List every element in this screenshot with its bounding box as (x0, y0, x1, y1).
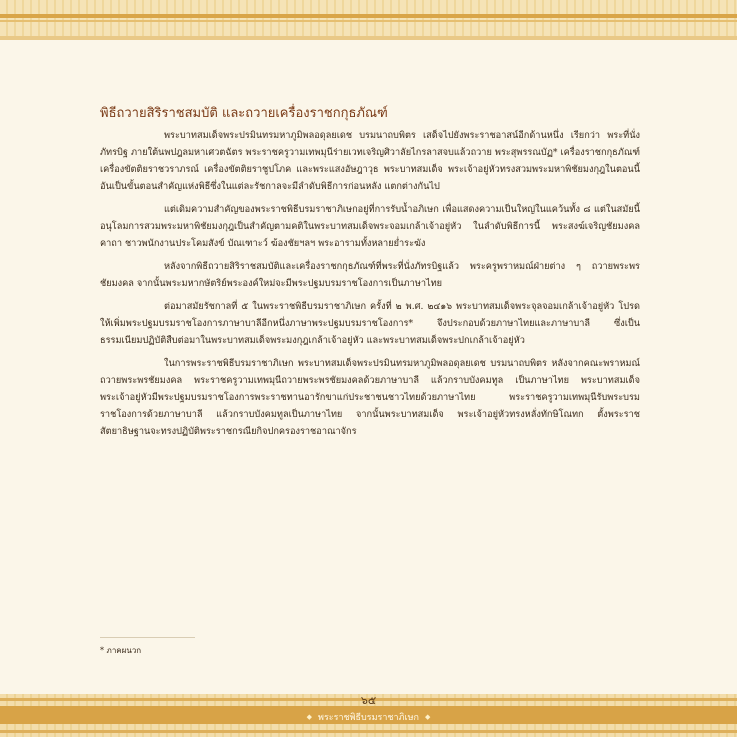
page-number: ๖๕ (360, 694, 377, 707)
bottom-band-stripe (0, 730, 737, 733)
paragraph: ในการพระราชพิธีบรมราชาภิเษก พระบาทสมเด็จพระปรมินทรมหาภูมิพลอดุลยเดช บรมนาถบพิตร หลังจากคณะพราหมณ์ถวายพระพรชัยมงคล พระราชครูวามเทพมุนีถวายพระพรชัยมงคลด้วยภาษาบาลี แล้วกราบบังคมทูล เป็นภาษาไทย พระบาทสมเด็จพระเจ้าอยู่หัวมีพระปฐมบรมราชโองการพระราชทานอารักขาแก่ประชาชนชาวไทยด้วยภาษาไทย พระราชครูวามเทพมุนีรับพระบรมราชโองการด้วยภาษาบาลี แล้วกราบบังคมทูลเป็นภาษาไทย จากนั้นพระบาทสมเด็จ พระเจ้าอยู่หัวทรงหลั่งทักษิโณทก ตั้งพระราชสัตยาธิษฐานจะทรงปฏิบัติพระราชกรณียกิจปกครองราชอาณาจักร (100, 358, 640, 437)
top-band-stripe (0, 36, 737, 40)
top-band-stripe (0, 14, 737, 18)
footer-title-text: พระราชพิธีบรมราชาภิเษก (318, 713, 419, 723)
paragraph: แต่เดิมความสำคัญของพระราชพิธีบรมราชาภิเษกอยู่ที่การรับน้ำอภิเษก เพื่อแสดงความเป็นใหญ่ในแคว้นทั้ง ๘ แต่ในสมัยนี้อนุโลมการสวมพระมหาพิชัยมงกุฎเป็นสำคัญตามคติในพระบาทสมเด็จพระจอมเกล้าเจ้าอยู่หัว ในลำดับพิธีการนี้ พระสงฆ์เจริญชัยมงคลคาถา ชาวพนักงานประโคมสังข์ บัณเฑาะว์ ฆ้องชัยฯลฯ พระอารามทั้งหลายย่ำระฆัง (100, 204, 640, 249)
top-band-stripe (0, 20, 737, 22)
footnote-divider (100, 637, 195, 638)
paragraph: พระบาทสมเด็จพระปรมินทรมหาภูมิพลอดุลยเดช บรมนาถบพิตร เสด็จไปยังพระราชอาสน์อีกด้านหนึ่ง เรียกว่า พระที่นั่งภัทรบิฐ ภายใต้นพปฎลมหาเศวตฉัตร พระราชครูวามเทพมุนีร่ายเวทเจริญศิวาลัยไกรลาสจบแล้วถวาย พระสุพรรณบัฏ* เครื่องราชกกุธภัณฑ์ เครื่องขัตติยราชวราภรณ์ เครื่องขัตติยราชูปโภค และพระแสงอัษฎาวุธ พระบาทสมเด็จ พระเจ้าอยู่หัวทรงสวมพระมหาพิชัยมงกุฎในตอนนี้ อันเป็นขั้นตอนสำคัญแห่งพิธีซึ่งในแต่ละรัชกาลจะมีลำดับพิธีการก่อนหลัง แตกต่างกันไป (100, 130, 640, 192)
paragraph: ต่อมาสมัยรัชกาลที่ ๕ ในพระราชพิธีบรมราชาภิเษก ครั้งที่ ๒ พ.ศ. ๒๔๑๖ พระบาทสมเด็จพระจุลจอมเกล้าเจ้าอยู่หัว โปรดให้เพิ่มพระปฐมบรมราชโองการภาษาบาลีอีกหนึ่งภาษาพระปฐมบรมราชโองการ* จึงประกอบด้วยภาษาไทยและภาษาบาลี ซึ่งเป็นธรรมเนียมปฏิบัติสืบต่อมาในพระบาทสมเด็จพระมงกุฎเกล้าเจ้าอยู่หัว และพระบาทสมเด็จพระปกเกล้าเจ้าอยู่หัว (100, 301, 640, 346)
footnote: * ภาคผนวก (100, 646, 142, 655)
diamond-ornament-icon: ◆ (306, 713, 313, 721)
top-decorative-band (0, 0, 737, 40)
body-text (100, 127, 640, 446)
paragraph: หลังจากพิธีถวายสิริราชสมบัติและเครื่องราชกกุธภัณฑ์ที่พระที่นั่งภัทรบิฐแล้ว พระครูพราหมณ์ฝ่ายต่าง ๆ ถวายพระพรชัยมงคล จากนั้นพระมหากษัตริย์พระองค์ใหม่จะมีพระปฐมบรมราชโองการเป็นภาษาไทย (100, 261, 640, 289)
running-footer (0, 709, 737, 725)
section-heading: พิธีถวายสิริราชสมบัติ และถวายเครื่องราชกกุธภัณฑ์ (100, 106, 388, 121)
diamond-ornament-icon: ◆ (424, 713, 431, 721)
